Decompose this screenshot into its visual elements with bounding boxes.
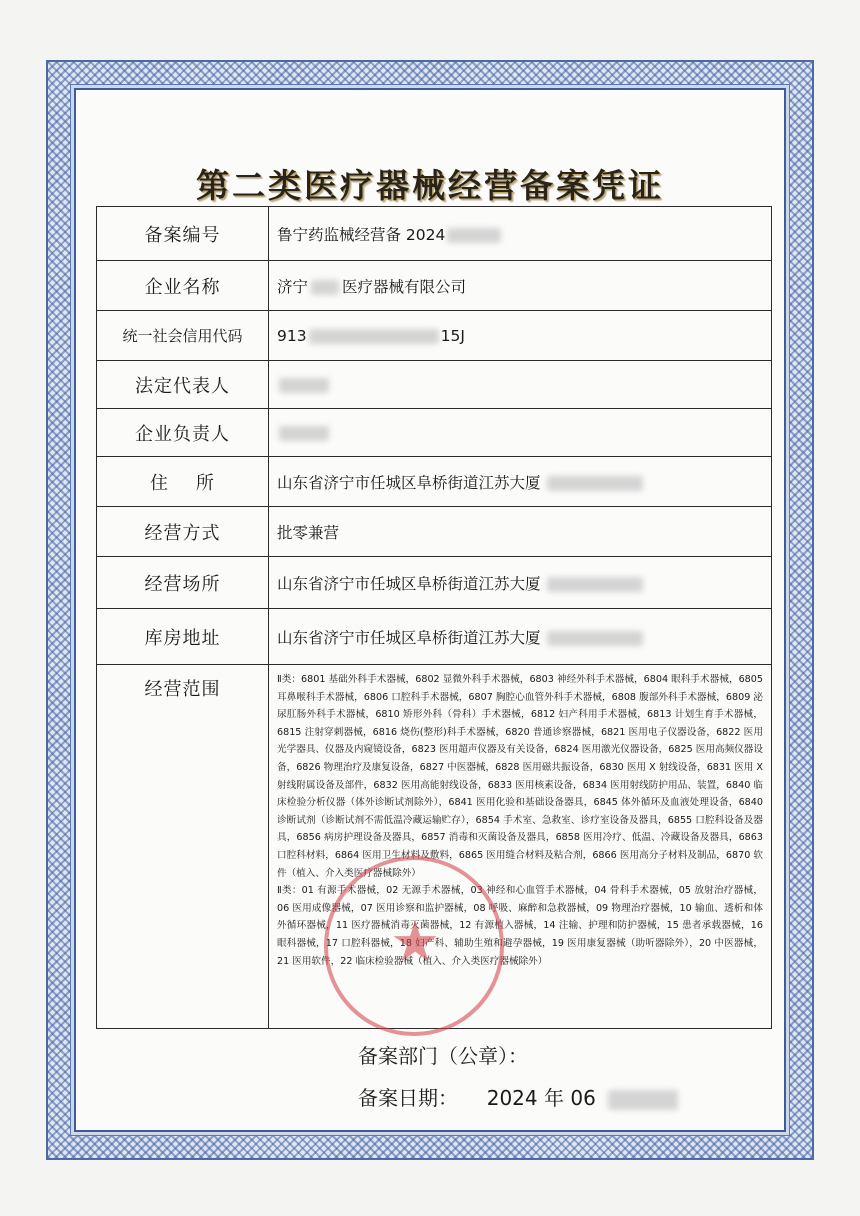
redacted-area [608,1090,678,1110]
filing-date-month: 06 [570,1086,596,1110]
certificate-title: 第二类医疗器械经营备案凭证 [196,166,664,205]
filing-department: 备案部门（公章）： [358,1044,528,1068]
company-name-value [269,261,772,311]
scope-old-catalog: Ⅱ类：6801 基础外科手术器械，6802 显微外科手术器械，6803 神经外科手术器械，6804 眼科手术器械，6805 耳鼻喉科手术器械，6806 口腔科手术器械，6807 胸腔心血管外科手术器械，6808 腹部外科手术器械，6809 泌尿肛肠外科手术器械，6810 矫形外科（骨科）手术器械，6812 妇产科用手术器械，6813 计划生育手术器械，6815 注射穿刺器械，6816 烧伤(整形)科手术器械，6820 普通诊察器械，6821 医用电子仪器设备，6822 医用光学器具、仪器及内窥镜设备，6823 医用超声仪器及有关设备，6824 医用激光仪器设备，6825 医用高频仪器设备，6826 物理治疗及康复设备，6827 中医器械，6828 医用磁共振设备，6830 医用 X 射线设备，6831 医用 X 射线附属设备及部件，6832 医用高能射线设备，6833 医用核素设备，6834 医用射线防护用品、装置，6840 临床检验分析仪器（体外诊断试剂除外），6841 医用化验和基础设备器具，6845 体外循环及血液处理设备，6840 诊断试剂（诊断试剂不需低温冷藏运输贮存），6854 手术室、急救室、诊疗室设备及器具，6855 口腔科设备及器具，6856 病房护理设备及器具，6857 消毒和灭菌设备及器具，6858 医用冷疗、低温、冷藏设备及器具，6863 口腔科材料，6864 医用卫生材料及敷料，6865 医用缝合材料及粘合剂，6866 医用高分子材料及制品，6870 软件（植入、介入类医疗器械除外） [277,674,763,879]
credit-code-label: 统一社会信用代码 [97,311,269,361]
residence-value [269,457,772,507]
table-row [97,665,772,1029]
credit-code-value [269,311,772,361]
business-mode-label: 经营方式 [97,507,269,557]
redacted-area [311,280,339,295]
company-name-prefix: 济宁 [277,277,309,296]
business-mode-value: 批零兼营 [269,507,772,557]
residence-text: 山东省济宁市任城区阜桥街道江苏大厦 [277,473,541,492]
table-row [97,409,772,457]
premises-value [269,557,772,609]
seal-star-icon: ★ [390,910,441,975]
credit-code-suffix: 15J [440,326,465,345]
table-row [97,207,772,261]
legal-rep-label: 法定代表人 [97,361,269,409]
redacted-area [547,577,643,592]
record-no-label: 备案编号 [97,207,269,261]
premises-label: 经营场所 [97,557,269,609]
table-row [97,609,772,665]
redacted-area [547,476,643,491]
scope-new-catalog: Ⅱ类：01 有源手术器械，02 无源手术器械，03 神经和心血管手术器械，04 骨科手术器械，05 放射治疗器械，06 医用成像器械，07 医用诊察和监护器械，08 呼吸、麻醉和急救器械，09 物理治疗器械，10 输血、透析和体外循环器械，11 医疗器械消毒灭菌器械，12 有源植入器械，14 注输、护理和防护器械，15 患者承载器械，16 眼科器械，17 口腔科器械，18 妇产科、辅助生殖和避孕器械，19 医用康复器械（助听器除外），20 中医器械，21 医用软件，22 临床检验器械（植入、介入类医疗器械除外） [277,885,763,967]
business-scope-label: 经营范围 [97,665,269,1029]
credit-code-prefix: 913 [277,326,307,345]
residence-label: 住 所 [97,457,269,507]
table-row [97,507,772,557]
redacted-area [547,631,643,646]
record-no-text: 鲁宁药监械经营备 2024 [277,225,446,244]
warehouse-value [269,609,772,665]
company-name-label: 企业名称 [97,261,269,311]
redacted-area [279,378,329,393]
table-row [97,361,772,409]
table-row [97,557,772,609]
warehouse-label: 库房地址 [97,609,269,665]
person-in-charge-value [269,409,772,457]
redacted-area [447,228,501,243]
business-scope-value [269,665,772,1029]
table-row [97,311,772,361]
record-no-value [269,207,772,261]
legal-rep-value [269,361,772,409]
person-in-charge-label: 企业负责人 [97,409,269,457]
record-table [96,206,772,1029]
filing-date-year-unit: 年 [543,1086,564,1110]
filing-date-year: 2024 [486,1086,538,1110]
warehouse-text: 山东省济宁市任城区阜桥街道江苏大厦 [277,628,541,647]
premises-text: 山东省济宁市任城区阜桥街道江苏大厦 [277,574,541,593]
redacted-area [279,426,329,441]
redacted-area [309,329,439,344]
filing-date [96,1082,772,1111]
company-name-suffix: 医疗器械有限公司 [342,277,467,296]
table-row [97,457,772,507]
filing-date-label: 备案日期： [358,1086,458,1110]
table-row [97,261,772,311]
